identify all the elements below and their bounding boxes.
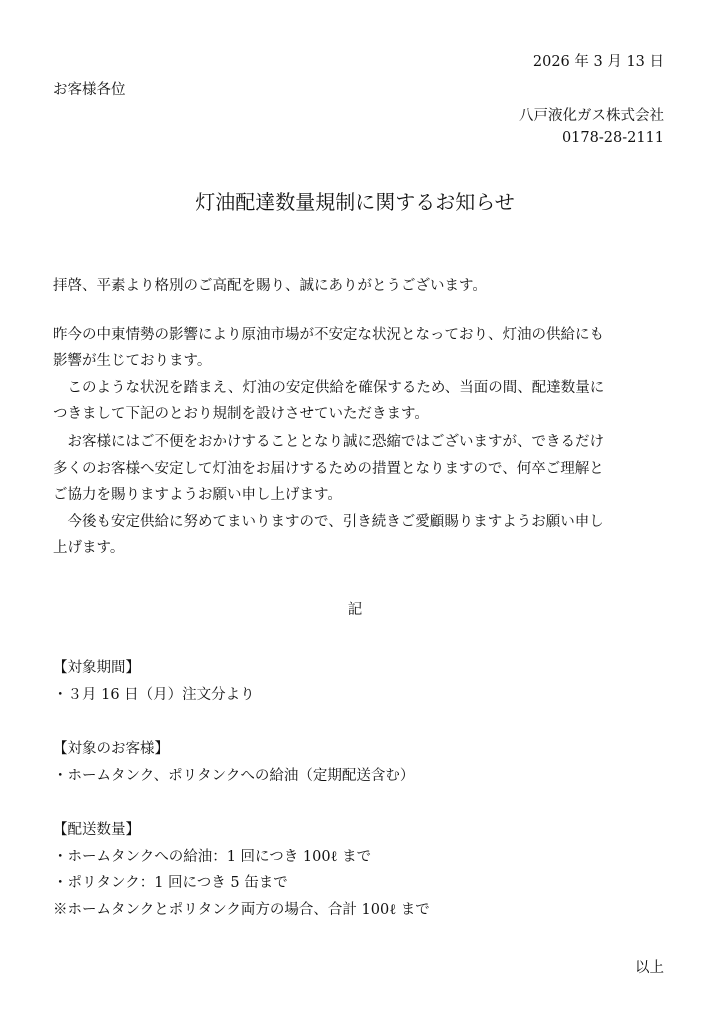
- section-heading-customers: 【対象のお客様】: [53, 741, 169, 757]
- date: 2026 年 3 月 13 日: [532, 54, 664, 70]
- body-line: このような状況を踏まえ、灯油の安定供給を確保するため、当面の間、配達数量に: [53, 380, 605, 396]
- company-name: 八戸液化ガス株式会社: [519, 108, 664, 124]
- body-line: つきまして下記のとおり規制を設けさせていただきます。: [53, 406, 429, 422]
- section-line: ・３月 16 日（月）注文分より: [53, 687, 255, 703]
- closing: 以上: [635, 960, 664, 976]
- recipient: お客様各位: [53, 82, 126, 98]
- section-heading-quantity: 【配送数量】: [53, 822, 140, 838]
- section-line: ・ホームタンク、ポリタンクへの給油（定期配送含む）: [53, 768, 415, 784]
- company-phone: 0178-28-2111: [561, 130, 664, 146]
- body-line: 昨今の中東情勢の影響により原油市場が不安定な状況となっており、灯油の供給にも: [53, 327, 604, 343]
- section-note: ※ホームタンクとポリタンク両方の場合、合計 100ℓ まで: [53, 902, 430, 918]
- body-line: 多くのお客様へ安定して灯油をお届けするための措置となりますので、何卒ご理解と: [53, 461, 604, 477]
- ki-heading: 記: [347, 602, 363, 618]
- body-line: 今後も安定供給に努めてまいりますので、引き続きご愛顧賜りますようお願い申し: [53, 514, 604, 530]
- greeting: 拝啓、平素より格別のご高配を賜り、誠にありがとうございます。: [53, 278, 487, 294]
- section-heading-period: 【対象期間】: [53, 660, 140, 676]
- body-line: 影響が生じております。: [53, 353, 212, 369]
- body-line: 上げます。: [53, 540, 125, 556]
- section-line: ・ポリタンク：1 回につき 5 缶まで: [53, 875, 288, 891]
- document-title: 灯油配達数量規制に関するお知らせ: [195, 190, 515, 214]
- body-line: ご協力を賜りますようお願い申し上げます。: [53, 487, 342, 503]
- section-line: ・ホームタンクへの給油：1 回につき 100ℓ まで: [53, 849, 372, 865]
- body-line: お客様にはご不便をおかけすることとなり誠に恐縮ではございますが、できるだけ: [53, 434, 604, 450]
